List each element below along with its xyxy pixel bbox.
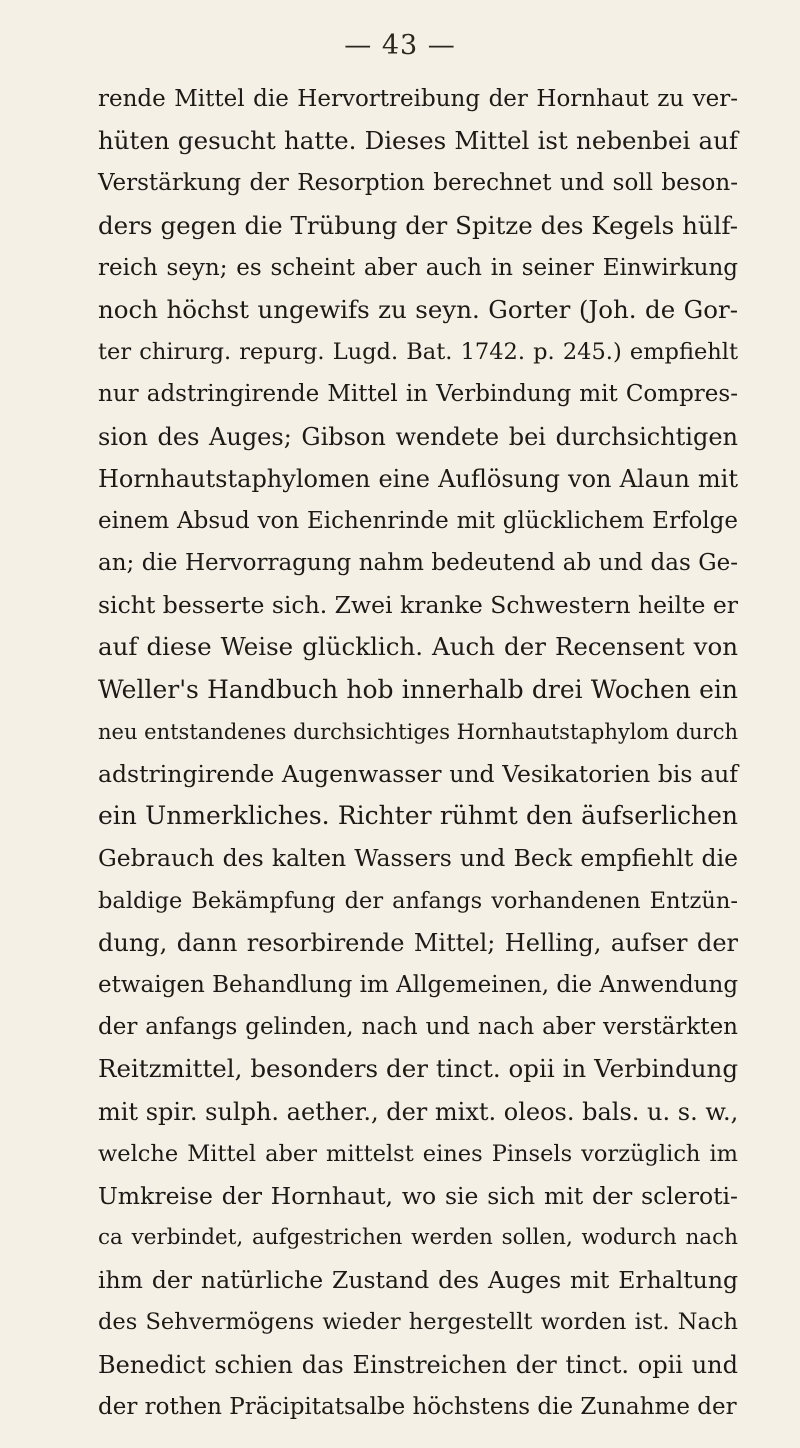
text-line: ihm der natürliche Zustand des Auges mit Erhaltung [98, 1266, 738, 1295]
text-line: dung, dann resorbirende Mittel; Helling, aufser der [98, 928, 738, 957]
text-line: baldige Bekämpfung der anfangs vorhandenen Entzün- [98, 887, 738, 914]
text-line: Hornhautstaphylomen eine Auflösung von Alaun mit [98, 464, 738, 493]
body-text [98, 78, 738, 1428]
text-line: der rothen Präcipitatsalbe höchstens die Zunahme der [98, 1393, 737, 1420]
text-line: auf diese Weise glücklich. Auch der Recensent von [98, 632, 738, 662]
text-line: Umkreise der Hornhaut, wo sie sich mit der scleroti- [98, 1181, 738, 1210]
text-line: ders gegen die Trübung der Spitze des Kegels hülf- [98, 210, 738, 240]
text-line: Gebrauch des kalten Wassers und Beck empfiehlt die [98, 844, 738, 873]
text-line: hüten gesucht hatte. Dieses Mittel ist nebenbei auf [98, 126, 738, 156]
text-line: mit spir. sulph. aether., der mixt. oleos. bals. u. s. w., [98, 1097, 739, 1126]
text-line: sicht besserte sich. Zwei kranke Schwestern heilte er [98, 591, 738, 620]
text-line: Reitzmittel, besonders der tinct. opii in Verbindung [98, 1054, 738, 1084]
text-line: Benedict schien das Einstreichen der tinct. opii und [98, 1350, 738, 1379]
text-line: nur adstringirende Mittel in Verbindung mit Compres- [98, 381, 738, 408]
text-line: ca verbindet, aufgestrichen werden sollen, wodurch nach [98, 1225, 738, 1251]
text-line: reich seyn; es scheint aber auch in seiner Einwirkung [98, 254, 738, 281]
text-line: Verstärkung der Resorption berechnet und soll beson- [98, 170, 738, 197]
text-line: sion des Auges; Gibson wendete bei durchsichtigen [98, 422, 738, 451]
text-line: etwaigen Behandlung im Allgemeinen, die Anwendung [98, 971, 739, 998]
text-line: adstringirende Augenwasser und Vesikatorien bis auf [98, 760, 738, 788]
page-number: — 43 — [344, 30, 456, 61]
text-line: Weller's Handbuch hob innerhalb drei Wochen ein [98, 674, 738, 704]
text-line: an; die Hervorragung nahm bedeutend ab und das Ge- [98, 550, 738, 577]
text-line: neu entstandenes durchsichtiges Hornhautstaphylom durch [98, 719, 738, 744]
text-line: ein Unmerkliches. Richter rühmt den äufserlichen [98, 801, 738, 831]
text-line: noch höchst ungewifs zu seyn. Gorter (Joh. de Gor- [98, 294, 738, 324]
text-line: des Sehvermögens wieder hergestellt worden ist. Nach [98, 1309, 738, 1336]
text-line: welche Mittel aber mittelst eines Pinsels vorzüglich im [98, 1140, 738, 1167]
text-line: der anfangs gelinden, nach und nach aber verstärkten [98, 1014, 738, 1041]
text-line: einem Absud von Eichenrinde mit glücklichem Erfolge [98, 507, 738, 534]
text-line: rende Mittel die Hervortreibung der Hornhaut zu ver- [98, 86, 738, 112]
text-line: ter chirurg. repurg. Lugd. Bat. 1742. p. 245.) empfiehlt [98, 339, 738, 366]
